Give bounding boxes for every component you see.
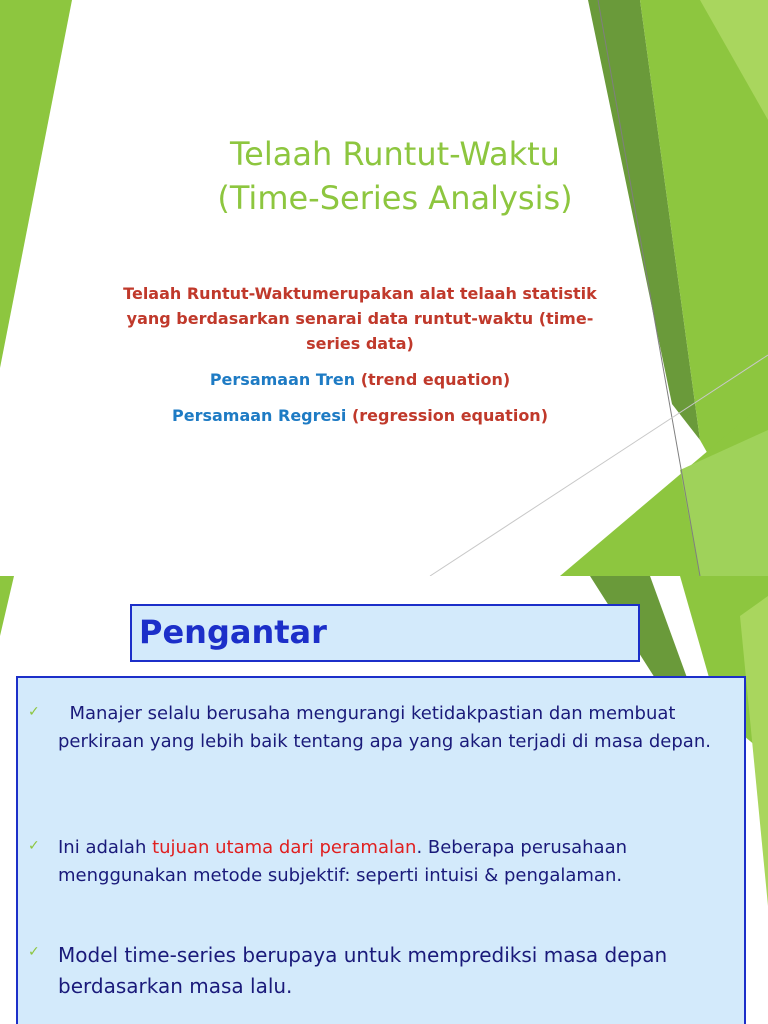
bullet-item — [28, 940, 733, 1002]
slide-2 — [0, 576, 768, 1024]
check-icon: ✓ — [28, 838, 40, 854]
title-line-2: (Time-Series Analysis) — [217, 179, 573, 217]
regression-equation-line — [100, 403, 620, 428]
trend-equation-line — [100, 367, 620, 392]
bullet-text-start: Ini adalah — [58, 837, 153, 858]
pengantar-heading-box — [130, 604, 640, 662]
highlighted-phrase: tujuan utama dari peramalan — [152, 837, 417, 858]
check-icon: ✓ — [28, 704, 40, 720]
title-line-1: Telaah Runtut-Waktu — [230, 135, 560, 173]
trend-label: Persamaan Tren — [209, 370, 356, 389]
regression-english: (regression equation) — [351, 406, 549, 425]
trend-english: (trend equation) — [360, 370, 511, 389]
bullet-item — [28, 700, 733, 756]
bullet-text — [58, 834, 733, 890]
content-box — [16, 676, 746, 1024]
bullet-text-end: . Beberapa perusahaan menggunakan metode subjektif: seperti intuisi & pengalaman. — [58, 837, 628, 886]
description-text: Telaah Runtut-Waktumerupakan alat telaah statistik yang berdasarkan senarai data runtut-waktu (time-series data) — [123, 284, 597, 353]
bullet-item — [28, 834, 733, 890]
bullet-text: Manajer selalu berusaha mengurangi ketidakpastian dan membuat perkiraan yang lebih baik tentang apa yang akan terjadi di masa depan. — [58, 703, 711, 752]
section-heading: Pengantar — [139, 613, 327, 651]
bullet-text: Model time-series berupaya untuk memprediksi masa depan berdasarkan masa lalu. — [58, 943, 668, 998]
check-icon: ✓ — [28, 944, 40, 960]
slide-title — [150, 132, 640, 220]
regression-label: Persamaan Regresi — [171, 406, 347, 425]
